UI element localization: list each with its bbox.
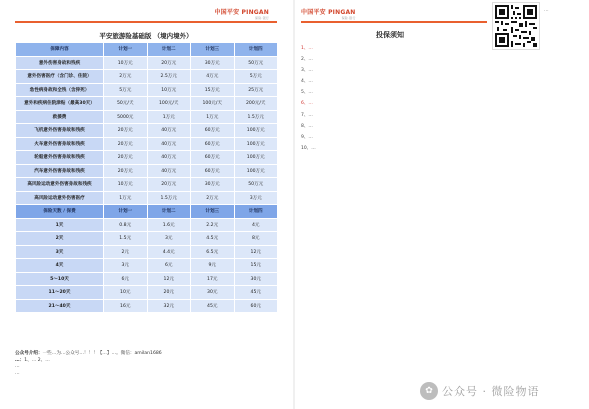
footer-text: 1、… 2、…: [24, 357, 50, 363]
footer-notes: [15, 351, 281, 377]
notice-item: 8、…: [301, 123, 313, 129]
qr-code[interactable]: [492, 2, 540, 50]
coverage-amount-cell: 20万元: [104, 151, 148, 165]
coverage-name-cell: 急性病身故和全残（含猝死）: [16, 83, 104, 97]
coverage-name-cell: 高风险运动意外伤害身故和残疾: [16, 178, 104, 192]
premium-cell: 1.6元: [147, 218, 191, 232]
coverage-amount-cell: 1.5万元: [147, 191, 191, 205]
coverage-amount-cell: 1.5万元: [234, 110, 278, 124]
premium-cell: 30元: [191, 286, 235, 300]
brand-name: 中国平安 PINGAN: [214, 9, 269, 16]
brand-logo: [214, 7, 269, 20]
coverage-amount-cell: 100万元: [234, 124, 278, 138]
coverage-amount-cell: 60万元: [191, 124, 235, 138]
days-cell: 3天: [16, 245, 104, 259]
table-row: [16, 245, 278, 259]
table-header-row: [16, 43, 278, 57]
table-row: [16, 124, 278, 138]
premium-cell: 45元: [191, 299, 235, 313]
price-header-row: [16, 205, 278, 219]
days-cell: 11～20天: [16, 286, 104, 300]
premium-cell: 3元: [147, 232, 191, 246]
coverage-amount-cell: 20万元: [104, 164, 148, 178]
premium-cell: 32元: [147, 299, 191, 313]
coverage-amount-cell: 10万元: [104, 56, 148, 70]
table-header-cell: 计划二: [147, 205, 191, 219]
table-row: [16, 137, 278, 151]
notice-item: 6、…: [301, 101, 313, 107]
table-header-cell: 保险天数 / 保费: [16, 205, 104, 219]
premium-cell: 30元: [234, 272, 278, 286]
coverage-amount-cell: 20万元: [104, 137, 148, 151]
table-row: [16, 259, 278, 273]
coverage-name-cell: 飞机意外伤害身故和残疾: [16, 124, 104, 138]
left-page: [0, 0, 293, 409]
premium-cell: 17元: [191, 272, 235, 286]
premium-cell: 2元: [104, 245, 148, 259]
coverage-amount-cell: 1万元: [104, 191, 148, 205]
premium-cell: 20元: [147, 286, 191, 300]
footer-label: 公众号介绍：: [15, 351, 43, 356]
coverage-name-cell: 意外伤害医疗（含门诊、住院）: [16, 70, 104, 84]
table-header-cell: 计划三: [191, 43, 235, 57]
table-header-cell: 保障内容: [16, 43, 104, 57]
coverage-amount-cell: 25万元: [234, 83, 278, 97]
table-row: [16, 232, 278, 246]
plan-title: 平安旅游险基础版 （境内境外）: [99, 32, 193, 40]
days-cell: 1天: [16, 218, 104, 232]
table-row: [16, 299, 278, 313]
coverage-name-cell: 汽车意外伤害身故和残疾: [16, 164, 104, 178]
price-rows: [16, 218, 278, 313]
days-cell: 4天: [16, 259, 104, 273]
premium-cell: 1.5元: [104, 232, 148, 246]
coverage-amount-cell: 10万元: [147, 83, 191, 97]
footer-label: …：: [15, 357, 25, 363]
notice-item: 4、…: [301, 79, 313, 85]
table-row: [16, 272, 278, 286]
coverage-name-cell: 轮船意外伤害身故和残疾: [16, 151, 104, 165]
coverage-amount-cell: 40万元: [147, 151, 191, 165]
premium-cell: 8元: [234, 232, 278, 246]
premium-cell: 12元: [147, 272, 191, 286]
days-cell: 2天: [16, 232, 104, 246]
notice-title: 投保须知: [376, 31, 404, 39]
notice-item: 9、…: [301, 134, 313, 140]
coverage-rows: [16, 56, 278, 205]
table-row: [16, 218, 278, 232]
table-row: [16, 56, 278, 70]
coverage-amount-cell: 1万元: [191, 110, 235, 124]
premium-cell: 45元: [234, 286, 278, 300]
coverage-amount-cell: 2万元: [104, 70, 148, 84]
coverage-amount-cell: 10万元: [104, 178, 148, 192]
premium-cell: 6元: [147, 259, 191, 273]
table-row: [16, 70, 278, 84]
coverage-amount-cell: 200元/天: [234, 97, 278, 111]
days-cell: 21～40天: [16, 299, 104, 313]
coverage-amount-cell: 5000元: [104, 110, 148, 124]
coverage-amount-cell: 20万元: [147, 56, 191, 70]
premium-cell: 4元: [234, 218, 278, 232]
brand-logo: [301, 7, 356, 20]
coverage-amount-cell: 3万元: [234, 191, 278, 205]
days-cell: 5～10天: [16, 272, 104, 286]
header-rule: [15, 21, 277, 23]
footer-line: …: [15, 370, 20, 376]
coverage-amount-cell: 100万元: [234, 164, 278, 178]
table-row: [16, 286, 278, 300]
coverage-amount-cell: 60万元: [191, 151, 235, 165]
notice-item: 1、…: [301, 46, 313, 51]
table-header-cell: 计划二: [147, 43, 191, 57]
table-row: [16, 178, 278, 192]
qr-caption: …: [544, 8, 549, 13]
table-row: [16, 151, 278, 165]
premium-cell: 12元: [234, 245, 278, 259]
brand-tagline: 保险·银行: [255, 16, 269, 20]
table-row: [16, 97, 278, 111]
notice-item: 7、…: [301, 112, 313, 118]
coverage-amount-cell: 4万元: [191, 70, 235, 84]
coverage-amount-cell: 1万元: [147, 110, 191, 124]
brand-name: 中国平安 PINGAN: [301, 9, 356, 16]
premium-cell: 0.8元: [104, 218, 148, 232]
premium-cell: 6.5元: [191, 245, 235, 259]
premium-cell: 2.2元: [191, 218, 235, 232]
premium-cell: 9元: [191, 259, 235, 273]
coverage-amount-cell: 60万元: [191, 137, 235, 151]
coverage-amount-cell: 100万元: [234, 151, 278, 165]
coverage-amount-cell: 2.5万元: [147, 70, 191, 84]
footer-line: …: [15, 364, 20, 370]
coverage-name-cell: 救援费: [16, 110, 104, 124]
table-row: [16, 164, 278, 178]
plan-table: [15, 42, 278, 313]
table-row: [16, 83, 278, 97]
notice-list: [301, 46, 581, 157]
footer-text: 一些…为…公众号…！！！【…】…。微信：amilan1686: [42, 351, 162, 356]
coverage-name-cell: 意外和疾病住院津贴（最高30天）: [16, 97, 104, 111]
right-page: [295, 0, 589, 409]
coverage-amount-cell: 30万元: [191, 178, 235, 192]
coverage-amount-cell: 5万元: [104, 83, 148, 97]
premium-cell: 4.5元: [191, 232, 235, 246]
coverage-amount-cell: 20万元: [104, 124, 148, 138]
qr-code-icon: [495, 5, 537, 47]
coverage-name-cell: 高风险运动意外伤害医疗: [16, 191, 104, 205]
table-header-cell: 计划四: [234, 205, 278, 219]
notice-item: 5、…: [301, 90, 313, 96]
brand-tagline: 保险·银行: [341, 16, 356, 20]
table-header-cell: 计划四: [234, 43, 278, 57]
coverage-amount-cell: 100元/天: [191, 97, 235, 111]
coverage-amount-cell: 30万元: [191, 56, 235, 70]
premium-cell: 3元: [104, 259, 148, 273]
watermark: [420, 380, 540, 402]
coverage-amount-cell: 5万元: [234, 70, 278, 84]
table-header-cell: 计划一: [104, 43, 148, 57]
premium-cell: 6元: [104, 272, 148, 286]
coverage-name-cell: 意外伤害身故和残疾: [16, 56, 104, 70]
premium-cell: 4.4元: [147, 245, 191, 259]
coverage-amount-cell: 40万元: [147, 164, 191, 178]
coverage-amount-cell: 40万元: [147, 137, 191, 151]
notice-item: 2、…: [301, 57, 313, 63]
table-row: [16, 110, 278, 124]
coverage-amount-cell: 60万元: [191, 164, 235, 178]
coverage-amount-cell: 100元/天: [147, 97, 191, 111]
coverage-amount-cell: 50元/天: [104, 97, 148, 111]
footer-line: [15, 351, 281, 358]
notice-item: 3、…: [301, 68, 313, 74]
coverage-amount-cell: 20万元: [147, 178, 191, 192]
coverage-amount-cell: 15万元: [191, 83, 235, 97]
table-header-cell: 计划三: [191, 205, 235, 219]
watermark-text: 公众号 · 微险物语: [442, 385, 540, 398]
coverage-amount-cell: 50万元: [234, 178, 278, 192]
coverage-amount-cell: 100万元: [234, 137, 278, 151]
coverage-amount-cell: 40万元: [147, 124, 191, 138]
wechat-icon: ✿: [420, 382, 438, 400]
premium-cell: 10元: [104, 286, 148, 300]
premium-cell: 60元: [234, 299, 278, 313]
table-header-cell: 计划一: [104, 205, 148, 219]
header-rule: [301, 21, 487, 23]
footer-line: [15, 358, 281, 365]
coverage-amount-cell: 50万元: [234, 56, 278, 70]
coverage-name-cell: 火车意外伤害身故和残疾: [16, 137, 104, 151]
coverage-amount-cell: 2万元: [191, 191, 235, 205]
notice-item: 10、…: [301, 145, 316, 151]
premium-cell: 15元: [234, 259, 278, 273]
table-row: [16, 191, 278, 205]
premium-cell: 16元: [104, 299, 148, 313]
